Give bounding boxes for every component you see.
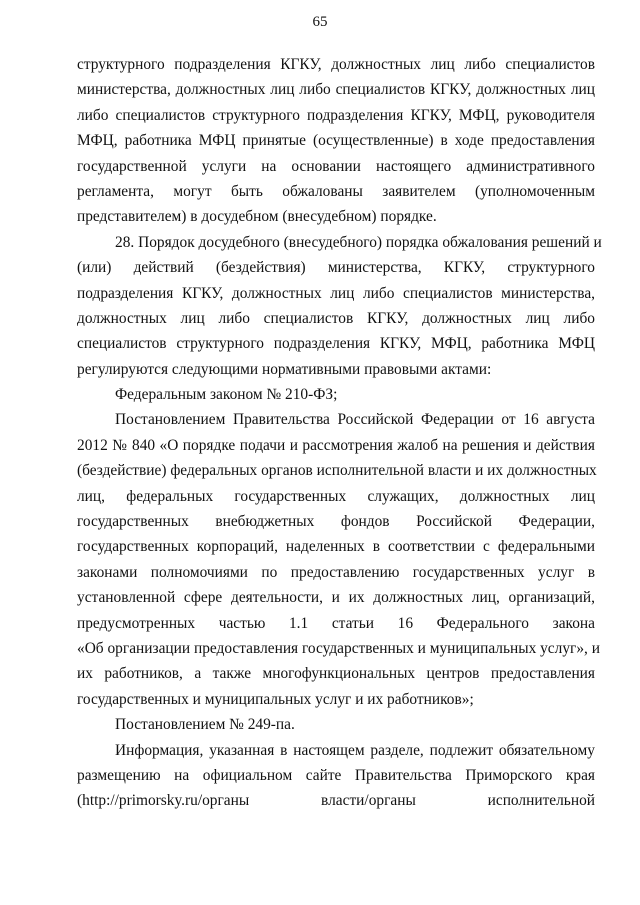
text-line: Информация, указанная в настоящем разделе, подлежит обязательному bbox=[115, 741, 595, 759]
text-line: лиц, федеральных государственных служащих, должностных лиц bbox=[77, 487, 595, 505]
page-number: 65 bbox=[312, 14, 328, 30]
text-line: (или) действий (бездействия) министерства, КГКУ, структурного bbox=[77, 259, 595, 277]
text-line: подразделения КГКУ, должностных лиц либо специалистов министерства, bbox=[77, 284, 595, 302]
text-line: государственной услуги на основании настоящего административного bbox=[77, 157, 595, 175]
text-line: представителем) в досудебном (внесудебном) порядке. bbox=[77, 208, 437, 226]
text-line: регулируются следующими нормативными правовыми актами: bbox=[77, 360, 492, 378]
text-line: размещению на официальном сайте Правительства Приморского края bbox=[77, 766, 595, 784]
text-line: либо специалистов структурного подразделения КГКУ, МФЦ, руководителя bbox=[77, 106, 595, 124]
text-line: Федеральным законом № 210-ФЗ; bbox=[115, 386, 338, 404]
text-line: государственных внебюджетных фондов Российской Федерации, bbox=[77, 513, 595, 531]
text-line: (бездействие) федеральных органов исполнительной власти и их должностных bbox=[77, 462, 597, 480]
text-line: министерства, должностных лиц либо специалистов КГКУ, должностных лиц bbox=[77, 81, 595, 99]
text-line: должностных лиц либо специалистов КГКУ, должностных лиц либо bbox=[77, 309, 595, 327]
text-line: (http://primorsky.ru/органы власти/органы исполнительной bbox=[77, 792, 595, 810]
text-line: МФЦ, работника МФЦ принятые (осуществленные) в ходе предоставления bbox=[77, 132, 595, 150]
text-line: государственных корпораций, наделенных в соответствии с федеральными bbox=[77, 538, 595, 556]
text-line: Постановлением Правительства Российской Федерации от 16 августа bbox=[115, 411, 595, 429]
text-line: структурного подразделения КГКУ, должностных лиц либо специалистов bbox=[77, 56, 595, 73]
text-line: государственных и муниципальных услуг и их работников»; bbox=[77, 690, 474, 708]
text-line: специалистов структурного подразделения КГКУ, МФЦ, работника МФЦ bbox=[77, 335, 595, 353]
text-line: 2012 № 840 «О порядке подачи и рассмотрения жалоб на решения и действия bbox=[77, 436, 595, 454]
text-line: регламента, могут быть обжалованы заявителем (уполномоченным bbox=[77, 182, 595, 200]
text-line: «Об организации предоставления государственных и муниципальных услуг», и bbox=[77, 639, 600, 657]
text-line: их работников, а также многофункциональных центров предоставления bbox=[77, 665, 595, 683]
document-body bbox=[77, 52, 602, 814]
text-line: установленной сфере деятельности, и их должностных лиц, организаций, bbox=[77, 589, 595, 607]
text-line: предусмотренных частью 1.1 статьи 16 Федерального закона bbox=[77, 614, 595, 632]
text-line: Постановлением № 249-па. bbox=[115, 716, 295, 734]
text-line: законами полномочиями по предоставлению государственных услуг в bbox=[77, 563, 595, 581]
text-line: 28. Порядок досудебного (внесудебного) порядка обжалования решений и bbox=[115, 233, 602, 251]
